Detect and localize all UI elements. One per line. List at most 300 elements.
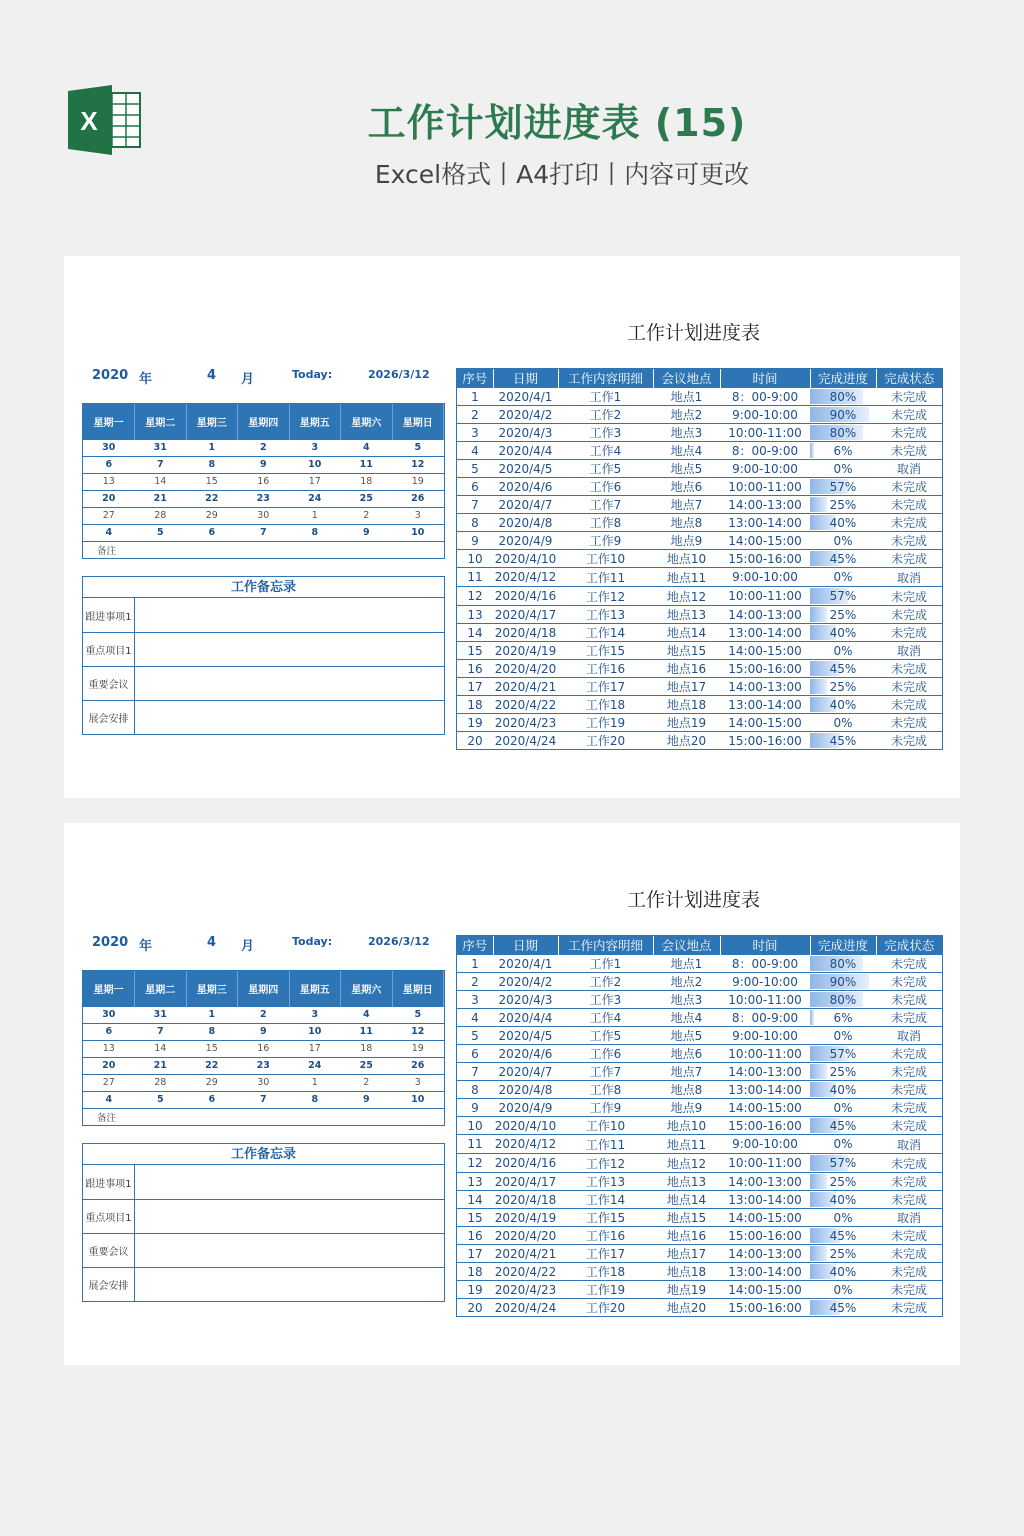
calendar-day[interactable]: 19 bbox=[392, 473, 444, 490]
cell-no: 19 bbox=[457, 1281, 493, 1299]
progress-cell bbox=[810, 624, 876, 642]
calendar-day[interactable]: 2 bbox=[341, 1074, 393, 1091]
cell-place: 地点14 bbox=[653, 1191, 720, 1209]
progress-bar bbox=[810, 1174, 827, 1189]
calendar-day[interactable]: 20 bbox=[83, 490, 135, 507]
cell-work: 工作10 bbox=[558, 1117, 653, 1135]
calendar-day[interactable]: 3 bbox=[392, 507, 444, 524]
calendar-day[interactable]: 29 bbox=[186, 507, 238, 524]
memo-label: 跟进事项1 bbox=[83, 598, 135, 632]
calendar-day[interactable]: 1 bbox=[289, 1074, 341, 1091]
table-row[interactable] bbox=[457, 1173, 942, 1191]
table-row[interactable] bbox=[457, 660, 942, 678]
table-row[interactable] bbox=[457, 991, 942, 1009]
table-row[interactable] bbox=[457, 1099, 942, 1117]
progress-text: 0% bbox=[833, 1100, 853, 1115]
table-row[interactable] bbox=[457, 1281, 942, 1299]
progress-cell bbox=[810, 550, 876, 568]
cell-place: 地点14 bbox=[653, 624, 720, 642]
calendar-day[interactable]: 24 bbox=[289, 1057, 341, 1074]
cell-work: 工作15 bbox=[558, 1209, 653, 1227]
cell-work: 工作7 bbox=[558, 496, 653, 514]
calendar-day[interactable]: 3 bbox=[289, 1006, 341, 1023]
cell-date: 2020/4/12 bbox=[493, 568, 558, 587]
calendar-day[interactable]: 25 bbox=[341, 490, 393, 507]
calendar-day[interactable]: 14 bbox=[135, 1040, 187, 1057]
table-row[interactable] bbox=[457, 606, 942, 624]
progress-text: 40% bbox=[829, 1264, 857, 1279]
cell-place: 地点4 bbox=[653, 1009, 720, 1027]
weekday-header: 星期三 bbox=[186, 404, 238, 439]
calendar-day[interactable]: 1 bbox=[186, 439, 238, 456]
progress-bar bbox=[810, 1064, 827, 1079]
weekday-header: 星期四 bbox=[238, 971, 290, 1006]
calendar-day[interactable]: 12 bbox=[392, 1023, 444, 1040]
progress-text: 80% bbox=[829, 425, 857, 440]
table-row[interactable] bbox=[457, 1191, 942, 1209]
cell-place: 地点1 bbox=[653, 955, 720, 973]
calendar-day[interactable]: 7 bbox=[135, 456, 187, 473]
cell-time: 13:00-14:00 bbox=[720, 1191, 810, 1209]
table-row[interactable] bbox=[457, 955, 942, 973]
column-header: 会议地点 bbox=[653, 369, 720, 388]
cell-date: 2020/4/6 bbox=[493, 478, 558, 496]
cell-time: 15:00-16:00 bbox=[720, 732, 810, 750]
cell-status: 未完成 bbox=[876, 587, 942, 606]
table-row[interactable] bbox=[457, 532, 942, 550]
calendar-day[interactable]: 12 bbox=[392, 456, 444, 473]
weekday-header: 星期四 bbox=[238, 404, 290, 439]
calendar-day[interactable]: 15 bbox=[186, 473, 238, 490]
cell-place: 地点12 bbox=[653, 587, 720, 606]
cell-status: 未完成 bbox=[876, 532, 942, 550]
calendar-day[interactable]: 21 bbox=[135, 1057, 187, 1074]
cell-no: 12 bbox=[457, 587, 493, 606]
weekday-header: 星期一 bbox=[83, 971, 135, 1006]
column-header: 完成进度 bbox=[810, 936, 876, 955]
cell-work: 工作2 bbox=[558, 406, 653, 424]
progress-cell bbox=[810, 714, 876, 732]
column-header: 序号 bbox=[457, 369, 493, 388]
calendar-day[interactable]: 8 bbox=[289, 1091, 341, 1108]
cell-date: 2020/4/7 bbox=[493, 1063, 558, 1081]
table-row[interactable] bbox=[457, 1063, 942, 1081]
table-row[interactable] bbox=[457, 1045, 942, 1063]
table-row[interactable] bbox=[457, 478, 942, 496]
weekday-header: 星期二 bbox=[135, 971, 187, 1006]
table-row[interactable] bbox=[457, 1027, 942, 1045]
progress-bar bbox=[810, 607, 827, 622]
calendar-day[interactable]: 24 bbox=[289, 490, 341, 507]
calendar-day[interactable]: 25 bbox=[341, 1057, 393, 1074]
cell-place: 地点9 bbox=[653, 1099, 720, 1117]
calendar-day[interactable]: 10 bbox=[392, 1091, 444, 1108]
cell-status: 未完成 bbox=[876, 478, 942, 496]
cell-time: 9:00-10:00 bbox=[720, 460, 810, 478]
cell-time: 9:00-10:00 bbox=[720, 568, 810, 587]
progress-text: 45% bbox=[829, 551, 857, 566]
table-row[interactable] bbox=[457, 406, 942, 424]
calendar-day[interactable]: 21 bbox=[135, 490, 187, 507]
table-row[interactable] bbox=[457, 642, 942, 660]
progress-cell bbox=[810, 991, 876, 1009]
table-row[interactable] bbox=[457, 973, 942, 991]
cell-date: 2020/4/10 bbox=[494, 551, 557, 566]
cell-date: 2020/4/2 bbox=[493, 406, 558, 424]
cell-no: 20 bbox=[457, 1299, 493, 1317]
cell-status: 取消 bbox=[876, 1027, 942, 1045]
calendar-day[interactable]: 18 bbox=[341, 473, 393, 490]
cell-time: 13:00-14:00 bbox=[720, 1263, 810, 1281]
weekday-header: 星期五 bbox=[289, 404, 341, 439]
calendar-day[interactable]: 18 bbox=[341, 1040, 393, 1057]
calendar-day[interactable]: 9 bbox=[238, 1023, 290, 1040]
cell-status: 未完成 bbox=[876, 388, 942, 406]
cell-date: 2020/4/17 bbox=[494, 1174, 557, 1189]
progress-text: 45% bbox=[829, 1228, 857, 1243]
cell-time: 14:00-15:00 bbox=[720, 714, 810, 732]
cell-status: 未完成 bbox=[876, 1099, 942, 1117]
progress-cell bbox=[810, 1081, 876, 1099]
cell-status: 未完成 bbox=[876, 732, 942, 750]
table-row[interactable] bbox=[457, 1263, 942, 1281]
progress-text: 40% bbox=[829, 1192, 857, 1207]
cell-date: 2020/4/2 bbox=[493, 973, 558, 991]
table-row[interactable] bbox=[457, 732, 942, 750]
table-row[interactable] bbox=[457, 1227, 942, 1245]
progress-text: 6% bbox=[833, 1010, 853, 1025]
cell-place: 地点18 bbox=[653, 696, 720, 714]
memo-row[interactable] bbox=[83, 632, 444, 666]
cell-no: 18 bbox=[457, 1263, 493, 1281]
calendar-day[interactable]: 11 bbox=[341, 1023, 393, 1040]
calendar-day[interactable]: 29 bbox=[186, 1074, 238, 1091]
column-header: 完成进度 bbox=[810, 369, 876, 388]
calendar-day[interactable]: 5 bbox=[392, 1006, 444, 1023]
year-value: 2020 bbox=[92, 935, 129, 950]
memo-row[interactable] bbox=[83, 598, 444, 632]
calendar-day[interactable]: 4 bbox=[341, 439, 393, 456]
calendar-day[interactable]: 13 bbox=[83, 473, 135, 490]
calendar-day[interactable]: 8 bbox=[186, 456, 238, 473]
progress-text: 40% bbox=[829, 1082, 857, 1097]
progress-cell bbox=[810, 388, 876, 406]
calendar bbox=[82, 403, 445, 559]
table-row[interactable] bbox=[457, 1135, 942, 1154]
cell-date: 2020/4/19 bbox=[494, 1210, 557, 1225]
cell-work: 工作16 bbox=[558, 1227, 653, 1245]
table-row[interactable] bbox=[457, 1245, 942, 1263]
cell-status: 未完成 bbox=[876, 1063, 942, 1081]
sheet-title: 工作计划进度表 bbox=[627, 889, 761, 911]
calendar-day[interactable]: 15 bbox=[186, 1040, 238, 1057]
memo-label: 展会安排 bbox=[83, 701, 135, 734]
memo-row[interactable] bbox=[83, 666, 444, 700]
cell-status: 未完成 bbox=[876, 406, 942, 424]
cell-work: 工作13 bbox=[558, 606, 653, 624]
progress-text: 0% bbox=[833, 533, 853, 548]
column-header: 会议地点 bbox=[653, 936, 720, 955]
cell-place: 地点8 bbox=[653, 514, 720, 532]
calendar-day[interactable]: 19 bbox=[392, 1040, 444, 1057]
cell-status: 未完成 bbox=[876, 1081, 942, 1099]
cell-no: 5 bbox=[457, 1027, 493, 1045]
cell-date: 2020/4/16 bbox=[493, 1154, 558, 1173]
progress-cell bbox=[810, 1154, 876, 1173]
cell-date: 2020/4/21 bbox=[494, 679, 557, 694]
calendar-day[interactable]: 8 bbox=[289, 524, 341, 541]
table-row[interactable] bbox=[457, 678, 942, 696]
calendar-day[interactable]: 2 bbox=[238, 439, 290, 456]
progress-bar bbox=[810, 1010, 814, 1025]
progress-text: 90% bbox=[829, 407, 857, 422]
cell-work: 工作2 bbox=[558, 973, 653, 991]
calendar-day[interactable]: 14 bbox=[135, 473, 187, 490]
cell-place: 地点8 bbox=[653, 1081, 720, 1099]
cell-work: 工作9 bbox=[558, 532, 653, 550]
cell-date: 2020/4/1 bbox=[493, 388, 558, 406]
cell-date: 2020/4/20 bbox=[494, 661, 557, 676]
calendar-day[interactable]: 30 bbox=[238, 1074, 290, 1091]
progress-text: 0% bbox=[833, 461, 853, 476]
calendar-day[interactable]: 4 bbox=[83, 1091, 135, 1108]
table-row[interactable] bbox=[457, 568, 942, 587]
cell-time: 14:00-15:00 bbox=[720, 532, 810, 550]
table-row[interactable] bbox=[457, 1154, 942, 1173]
cell-no: 13 bbox=[457, 1173, 493, 1191]
cell-no: 4 bbox=[457, 1009, 493, 1027]
cell-work: 工作12 bbox=[558, 587, 653, 606]
cell-place: 地点19 bbox=[653, 1281, 720, 1299]
column-header: 完成状态 bbox=[876, 936, 942, 955]
calendar-day[interactable]: 28 bbox=[135, 1074, 187, 1091]
progress-text: 40% bbox=[829, 625, 857, 640]
cell-no: 12 bbox=[457, 1154, 493, 1173]
calendar-day[interactable]: 11 bbox=[341, 456, 393, 473]
cell-no: 7 bbox=[457, 1063, 493, 1081]
table-row[interactable] bbox=[457, 388, 942, 406]
cell-place: 地点20 bbox=[653, 732, 720, 750]
cell-work: 工作4 bbox=[558, 1009, 653, 1027]
calendar-day[interactable]: 16 bbox=[238, 1040, 290, 1057]
cell-time: 15:00-16:00 bbox=[720, 1299, 810, 1317]
progress-cell bbox=[810, 642, 876, 660]
cell-time: 10:00-11:00 bbox=[720, 991, 810, 1009]
calendar-day[interactable]: 7 bbox=[135, 1023, 187, 1040]
table-row[interactable] bbox=[457, 624, 942, 642]
cell-place: 地点17 bbox=[653, 678, 720, 696]
cell-date: 2020/4/21 bbox=[494, 1246, 557, 1261]
cell-no: 19 bbox=[457, 714, 493, 732]
progress-cell bbox=[810, 478, 876, 496]
calendar-day[interactable]: 3 bbox=[392, 1074, 444, 1091]
cell-no: 16 bbox=[457, 660, 493, 678]
calendar-note: 备注 bbox=[83, 541, 444, 558]
memo-row[interactable] bbox=[83, 1267, 444, 1301]
progress-text: 57% bbox=[829, 479, 857, 494]
progress-text: 40% bbox=[829, 515, 857, 530]
table-row[interactable] bbox=[457, 442, 942, 460]
calendar-day[interactable]: 23 bbox=[238, 490, 290, 507]
cell-no: 11 bbox=[457, 1135, 493, 1154]
calendar-day[interactable]: 6 bbox=[83, 1023, 135, 1040]
cell-time: 13:00-14:00 bbox=[720, 1081, 810, 1099]
calendar-day[interactable]: 23 bbox=[238, 1057, 290, 1074]
calendar-day[interactable]: 10 bbox=[289, 456, 341, 473]
calendar-day[interactable]: 7 bbox=[238, 1091, 290, 1108]
progress-bar bbox=[810, 679, 827, 694]
cell-date: 2020/4/23 bbox=[494, 715, 557, 730]
progress-cell bbox=[810, 1209, 876, 1227]
cell-time: 10:00-11:00 bbox=[720, 1045, 810, 1063]
memo-title: 工作备忘录 bbox=[83, 1144, 444, 1165]
cell-time: 14:00-13:00 bbox=[720, 678, 810, 696]
cell-status: 未完成 bbox=[876, 991, 942, 1009]
calendar-day[interactable]: 2 bbox=[238, 1006, 290, 1023]
cell-time: 14:00-15:00 bbox=[720, 642, 810, 660]
column-header: 日期 bbox=[493, 936, 558, 955]
calendar-day[interactable]: 20 bbox=[83, 1057, 135, 1074]
table-row[interactable] bbox=[457, 514, 942, 532]
cell-place: 地点17 bbox=[653, 1245, 720, 1263]
progress-cell bbox=[810, 406, 876, 424]
progress-text: 25% bbox=[829, 607, 857, 622]
cell-work: 工作7 bbox=[558, 1063, 653, 1081]
cell-place: 地点7 bbox=[653, 496, 720, 514]
progress-cell bbox=[810, 1117, 876, 1135]
cell-status: 未完成 bbox=[876, 496, 942, 514]
memo-row[interactable] bbox=[83, 1233, 444, 1267]
table-row[interactable] bbox=[457, 696, 942, 714]
table-row[interactable] bbox=[457, 550, 942, 568]
cell-date: 2020/4/6 bbox=[493, 1045, 558, 1063]
table-row[interactable] bbox=[457, 1081, 942, 1099]
month-unit: 月 bbox=[241, 939, 255, 954]
cell-time: 15:00-16:00 bbox=[720, 1227, 810, 1245]
progress-cell bbox=[810, 514, 876, 532]
calendar-day[interactable]: 13 bbox=[83, 1040, 135, 1057]
calendar-day[interactable]: 28 bbox=[135, 507, 187, 524]
calendar-day[interactable]: 9 bbox=[341, 524, 393, 541]
progress-text: 0% bbox=[833, 1137, 853, 1151]
cell-no: 8 bbox=[457, 514, 493, 532]
calendar-day[interactable]: 16 bbox=[238, 473, 290, 490]
cell-place: 地点5 bbox=[653, 1027, 720, 1045]
cell-place: 地点6 bbox=[653, 478, 720, 496]
cell-work: 工作19 bbox=[558, 1281, 653, 1299]
memo-row[interactable] bbox=[83, 700, 444, 734]
cell-no: 6 bbox=[457, 1045, 493, 1063]
calendar-day[interactable]: 9 bbox=[341, 1091, 393, 1108]
progress-text: 25% bbox=[829, 497, 857, 512]
cell-status: 未完成 bbox=[876, 714, 942, 732]
table-row[interactable] bbox=[457, 496, 942, 514]
calendar-day[interactable]: 5 bbox=[392, 439, 444, 456]
cell-no: 6 bbox=[457, 478, 493, 496]
today-label: Today: bbox=[292, 368, 333, 381]
cell-date: 2020/4/23 bbox=[494, 1282, 557, 1297]
memo-row[interactable] bbox=[83, 1165, 444, 1199]
calendar-day[interactable]: 31 bbox=[135, 1006, 187, 1023]
calendar-day[interactable]: 4 bbox=[83, 524, 135, 541]
table-row[interactable] bbox=[457, 1299, 942, 1317]
calendar-day[interactable]: 2 bbox=[341, 507, 393, 524]
table-row[interactable] bbox=[457, 714, 942, 732]
calendar-day[interactable]: 6 bbox=[186, 524, 238, 541]
calendar-day[interactable]: 27 bbox=[83, 507, 135, 524]
cell-no: 2 bbox=[457, 973, 493, 991]
cell-no: 5 bbox=[457, 460, 493, 478]
cell-time: 14:00-13:00 bbox=[720, 1173, 810, 1191]
table-row[interactable] bbox=[457, 587, 942, 606]
cell-no: 1 bbox=[457, 388, 493, 406]
calendar-day[interactable]: 31 bbox=[135, 439, 187, 456]
cell-place: 地点3 bbox=[653, 424, 720, 442]
calendar-day[interactable]: 17 bbox=[289, 1040, 341, 1057]
cell-place: 地点16 bbox=[653, 1227, 720, 1245]
cell-place: 地点9 bbox=[653, 532, 720, 550]
weekday-header: 星期五 bbox=[289, 971, 341, 1006]
calendar-day[interactable]: 5 bbox=[135, 524, 187, 541]
cell-time: 15:00-16:00 bbox=[720, 550, 810, 568]
calendar-day[interactable]: 22 bbox=[186, 490, 238, 507]
calendar-day[interactable]: 9 bbox=[238, 456, 290, 473]
cell-no: 14 bbox=[457, 1191, 493, 1209]
memo-row[interactable] bbox=[83, 1199, 444, 1233]
table-row[interactable] bbox=[457, 424, 942, 442]
table-row[interactable] bbox=[457, 1209, 942, 1227]
calendar-day[interactable]: 4 bbox=[341, 1006, 393, 1023]
progress-cell bbox=[810, 1099, 876, 1117]
calendar-day[interactable]: 7 bbox=[238, 524, 290, 541]
year-value: 2020 bbox=[92, 368, 129, 383]
progress-bar bbox=[810, 443, 814, 458]
calendar-day[interactable]: 1 bbox=[289, 507, 341, 524]
calendar-day[interactable]: 17 bbox=[289, 473, 341, 490]
cell-work: 工作9 bbox=[558, 1099, 653, 1117]
table-row[interactable] bbox=[457, 1009, 942, 1027]
calendar-day[interactable]: 5 bbox=[135, 1091, 187, 1108]
cell-time: 13:00-14:00 bbox=[720, 696, 810, 714]
calendar-day[interactable]: 3 bbox=[289, 439, 341, 456]
calendar-day[interactable]: 30 bbox=[83, 439, 135, 456]
cell-status: 未完成 bbox=[876, 1245, 942, 1263]
cell-status: 未完成 bbox=[876, 1117, 942, 1135]
calendar-day[interactable]: 30 bbox=[83, 1006, 135, 1023]
calendar-day[interactable]: 30 bbox=[238, 507, 290, 524]
calendar-day[interactable]: 10 bbox=[392, 524, 444, 541]
cell-place: 地点13 bbox=[653, 606, 720, 624]
progress-cell bbox=[810, 678, 876, 696]
calendar-day[interactable]: 22 bbox=[186, 1057, 238, 1074]
calendar-day[interactable]: 1 bbox=[186, 1006, 238, 1023]
calendar-day[interactable]: 6 bbox=[83, 456, 135, 473]
cell-time: 14:00-13:00 bbox=[720, 1245, 810, 1263]
cell-time: 14:00-15:00 bbox=[720, 1209, 810, 1227]
calendar-day[interactable]: 26 bbox=[392, 1057, 444, 1074]
cell-place: 地点12 bbox=[653, 1154, 720, 1173]
calendar-day[interactable]: 26 bbox=[392, 490, 444, 507]
cell-work: 工作11 bbox=[558, 1135, 653, 1154]
table-row[interactable] bbox=[457, 1117, 942, 1135]
table-row[interactable] bbox=[457, 460, 942, 478]
calendar-day[interactable]: 8 bbox=[186, 1023, 238, 1040]
calendar-day[interactable]: 6 bbox=[186, 1091, 238, 1108]
calendar-day[interactable]: 27 bbox=[83, 1074, 135, 1091]
cell-status: 取消 bbox=[876, 1209, 942, 1227]
calendar-day[interactable]: 10 bbox=[289, 1023, 341, 1040]
cell-date: 2020/4/24 bbox=[494, 1300, 557, 1315]
